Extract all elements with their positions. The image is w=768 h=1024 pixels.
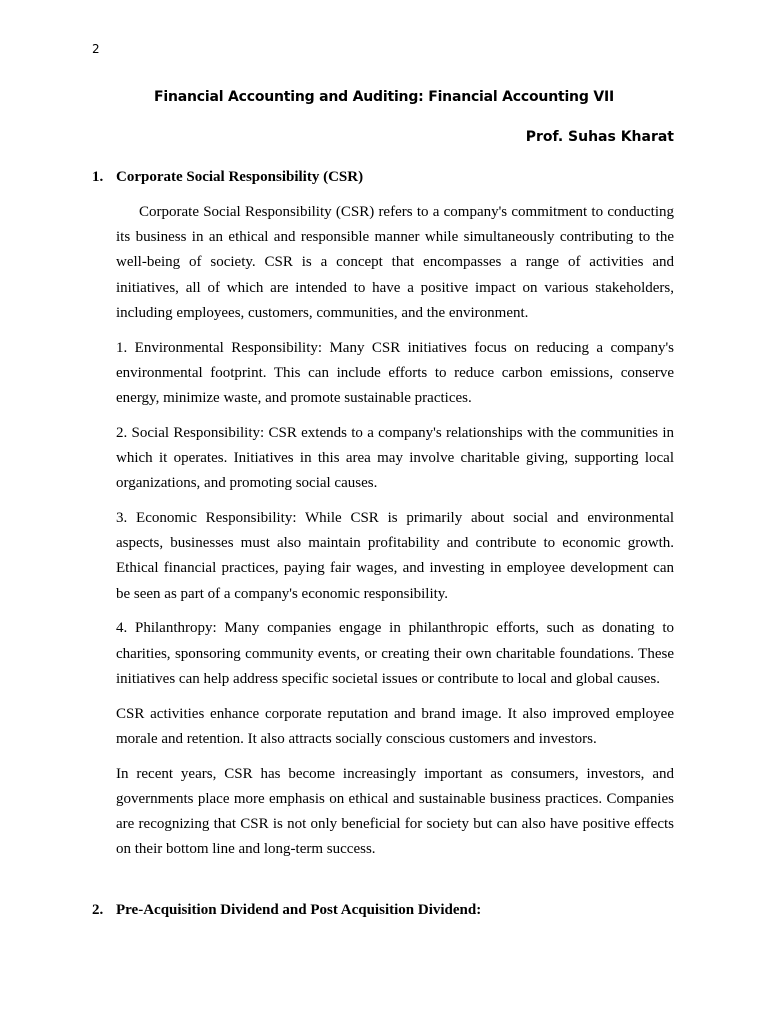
document-title: Financial Accounting and Auditing: Financial Accounting VII (154, 89, 614, 105)
paragraph-intro: Corporate Social Responsibility (CSR) refers to a company's commitment to conducting its business in an ethical and responsible manner while simultaneously contributing to the well-being of society. CSR is a concept that encompasses a range of activities and initiatives, all of which are intended to have a positive impact on various stakeholders, including employees, customers, communities, and the environment. (116, 204, 674, 321)
section-body-csr (116, 200, 674, 872)
section-heading-dividend (92, 902, 481, 919)
paragraph-recent-years: In recent years, CSR has become increasingly important as consumers, investors, and governments place more emphasis on ethical and sustainable business practices. Companies are recognizing that CSR is not only beneficial for society but can also have positive effects on their bottom line and long-term success. (116, 765, 674, 858)
section-number: 2. (92, 902, 104, 918)
paragraph-social: 2. Social Responsibility: CSR extends to a company's relationships with the communities in which it operates. Initiatives in this area may involve charitable giving, supporting local organizations, and promoting social causes. (116, 424, 674, 492)
author-name: Prof. Suhas Kharat (525, 129, 674, 145)
paragraph-benefits: CSR activities enhance corporate reputation and brand image. It also improved employee morale and retention. It also attracts socially conscious customers and investors. (116, 705, 674, 747)
section-heading-csr (92, 169, 363, 186)
section-title: Pre-Acquisition Dividend and Post Acquisition Dividend: (116, 902, 482, 918)
paragraph-philanthropy: 4. Philanthropy: Many companies engage in philanthropic efforts, such as donating to charities, sponsoring community events, or creating their own charitable foundations. These initiatives can help address specific societal issues or contribute to local and global causes. (116, 620, 674, 687)
paragraph-economic: 3. Economic Responsibility: While CSR is primarily about social and environmental aspects, businesses must also maintain profitability and contribute to economic growth. Ethical financial practices, paying fair wages, and investing in employee development can be seen as part of a company's economic responsibility. (116, 510, 674, 602)
paragraph-environmental: 1. Environmental Responsibility: Many CSR initiatives focus on reducing a company's environmental footprint. This can include efforts to reduce carbon emissions, conserve energy, minimize waste, and promote sustainable practices. (116, 339, 674, 407)
page-number: 2 (92, 42, 100, 56)
section-number: 1. (92, 169, 104, 185)
section-title: Corporate Social Responsibility (CSR) (116, 169, 364, 185)
